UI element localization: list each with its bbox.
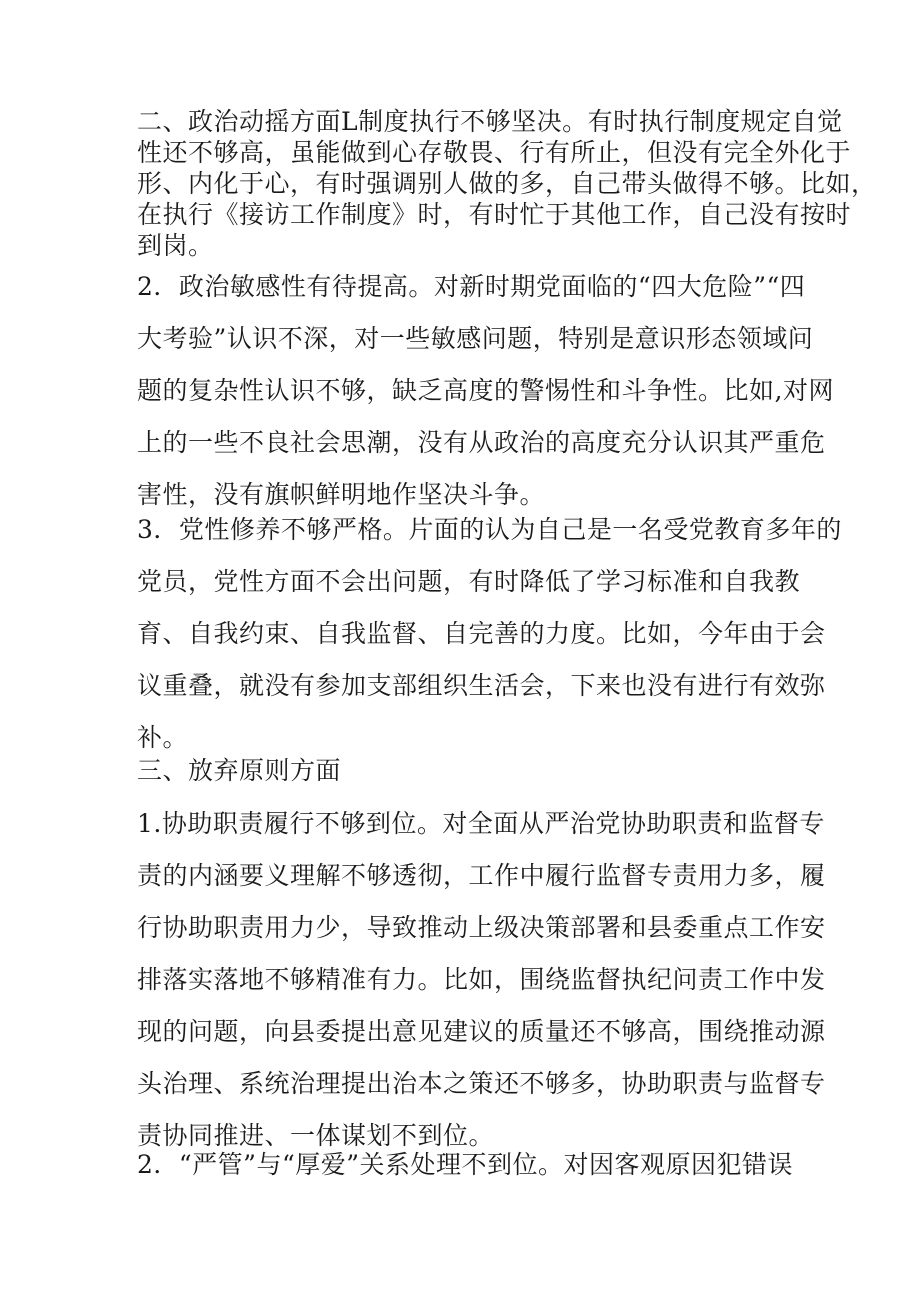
text-line: 1.协助职责履行不够到位。对全面从严治党协助职责和监督专	[137, 809, 825, 838]
paragraph-strict-care	[137, 1139, 797, 1191]
text-line: 题的复杂性认识不够，缺乏高度的警惕性和斗争性。比如,对网	[137, 376, 834, 405]
text-line: 2．政治敏感性有待提高。对新时期党面临的“四大危险”“四	[137, 272, 806, 301]
text-line: 议重叠，就没有参加支部组织生活会，下来也没有进行有效弥	[137, 671, 826, 700]
paragraph-political-wavering	[137, 106, 877, 261]
text-line: 3．党性修养不够严格。片面的认为自己是一名受党教育多年的	[137, 515, 842, 544]
text-line: 责协同推进、一体谋划不到位。	[137, 1121, 495, 1150]
text-line: 在执行《接访工作制度》时，有时忙于其他工作，自己没有按时	[137, 200, 852, 229]
text-line: 现的问题，向县委提出意见建议的质量还不够高，围绕推动源	[137, 1017, 826, 1046]
paragraph-assist-duties	[137, 798, 826, 1162]
text-line: 头治理、系统治理提出治本之策还不够多，协助职责与监督专	[137, 1069, 826, 1098]
text-line: 责的内涵要义理解不够透彻，工作中履行监督专责用力多，履	[137, 861, 826, 890]
text-line: 性还不够高，虽能做到心存敬畏、行有所止，但没有完全外化于	[137, 138, 852, 167]
text-line: 排落实落地不够精准有力。比如，围绕监督执纪问责工作中发	[137, 965, 826, 994]
text-line: 党员，党性方面不会出问题，有时降低了学习标准和自我教	[137, 567, 801, 596]
text-line: 2．“严管”与“厚爱”关系处理不到位。对因客观原因犯错误	[137, 1150, 794, 1179]
text-line: 害性，没有旗帜鲜明地作坚决斗争。	[137, 480, 546, 509]
text-line: 育、自我约束、自我监督、自完善的力度。比如，今年由于会	[137, 619, 826, 648]
text-line: 行协助职责用力少，导致推动上级决策部署和县委重点工作安	[137, 913, 826, 942]
text-line: 补。	[137, 723, 189, 752]
paragraph-political-sensitivity	[137, 261, 834, 521]
text-line: 上的一些不良社会思潮，没有从政治的高度充分认识其严重危	[137, 428, 826, 457]
text-line: 到岗。	[137, 231, 214, 260]
text-line: 三、放弃原则方面	[137, 756, 342, 785]
text-line: 二、政治动摇方面L制度执行不够坚决。有时执行制度规定自觉	[137, 107, 843, 136]
text-line: 大考验”认识不深，对一些敏感问题，特别是意识形态领域问	[137, 324, 814, 353]
section-heading-principles	[137, 745, 797, 797]
text-line: 形、内化于心，有时强调别人做的多，自己带头做得不够。比如，	[137, 169, 877, 198]
paragraph-party-spirit	[137, 504, 842, 764]
